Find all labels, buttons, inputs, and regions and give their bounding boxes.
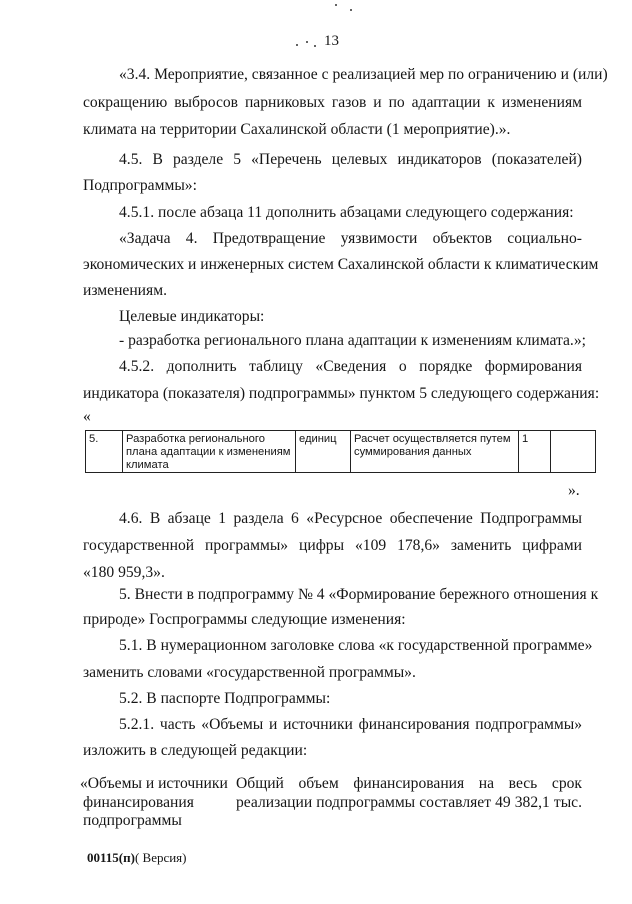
table-cell-unit: единиц [296, 431, 351, 473]
document-footer [87, 850, 187, 866]
scan-speck [306, 41, 308, 43]
paragraph-line: изменениям. [83, 282, 167, 299]
paragraph-line: «Задача 4. Предотвращение уязвимости объектов социально- [119, 230, 582, 247]
paragraph-line: «3.4. Мероприятие, связанное с реализацией мер по ограничению и (или) [119, 66, 608, 83]
passport-label-line: «Объемы и источники [80, 775, 228, 792]
paragraph-line: 4.6. В абзаце 1 раздела 6 «Ресурсное обеспечение Подпрограммы [119, 510, 582, 527]
paragraph-line: «180 959,3». [83, 564, 165, 581]
table-cell-value: 1 [519, 431, 551, 473]
paragraph-line: заменить словами «государственной программы». [83, 664, 416, 681]
table-row [86, 431, 596, 473]
paragraph-line: сокращению выбросов парниковых газов и по адаптации к изменениям [83, 94, 582, 111]
footer-version: ( Версия) [134, 850, 187, 865]
table-cell-name: Разработка регионального плана адаптации к изменениям климата [123, 431, 296, 473]
paragraph-line: 5.2. В паспорте Подпрограммы: [119, 690, 331, 707]
page-number: 13 [324, 33, 339, 49]
scan-speck [314, 45, 316, 47]
paragraph-line: государственной программы» цифры «109 178,6» заменить цифрами [83, 537, 582, 554]
opening-quote: « [83, 408, 91, 425]
paragraph-line: 4.5. В разделе 5 «Перечень целевых индикаторов (показателей) [119, 151, 582, 168]
table-cell-method: Расчет осуществляется путем суммирования данных [351, 431, 519, 473]
paragraph-line: 5. Внести в подпрограмму № 4 «Формирование бережного отношения к [119, 586, 599, 603]
passport-label-line: финансирования [83, 794, 194, 811]
closing-quote: ». [568, 482, 580, 499]
paragraph-line: 4.5.1. после абзаца 11 дополнить абзацами следующего содержания: [119, 204, 574, 221]
scan-speck [335, 4, 337, 6]
paragraph-line: природе» Госпрограммы следующие изменения: [83, 611, 406, 628]
footer-code: 00115(п) [87, 850, 135, 865]
table-cell-empty [551, 431, 596, 473]
paragraph-line: изложить в следующей редакции: [83, 742, 308, 759]
indicator-table [85, 430, 596, 473]
paragraph-line: 5.2.1. часть «Объемы и источники финансирования подпрограммы» [119, 716, 582, 733]
paragraph-line: 4.5.2. дополнить таблицу «Сведения о порядке формирования [119, 358, 582, 375]
passport-value-line: Общий объем финансирования на весь срок [236, 775, 582, 792]
passport-label-line: подпрограммы [83, 812, 182, 829]
scan-speck [350, 9, 352, 11]
paragraph-line: 5.1. В нумерационном заголовке слова «к государственной программе» [119, 637, 593, 654]
paragraph-line: экономических и инженерных систем Сахалинской области к климатическим [83, 256, 599, 273]
paragraph-line: климата на территории Сахалинской области (1 мероприятие).». [83, 121, 511, 138]
paragraph-line: Целевые индикаторы: [119, 308, 265, 325]
paragraph-line: - разработка регионального плана адаптации к изменениям климата.»; [119, 332, 586, 349]
passport-value-line: реализации подпрограммы составляет 49 382,1 тыс. [236, 794, 582, 811]
scan-speck [296, 44, 298, 46]
paragraph-line: индикатора (показателя) подпрограммы» пунктом 5 следующего содержания: [83, 385, 600, 402]
paragraph-line: Подпрограммы»: [83, 177, 197, 194]
table-cell-number: 5. [86, 431, 123, 473]
